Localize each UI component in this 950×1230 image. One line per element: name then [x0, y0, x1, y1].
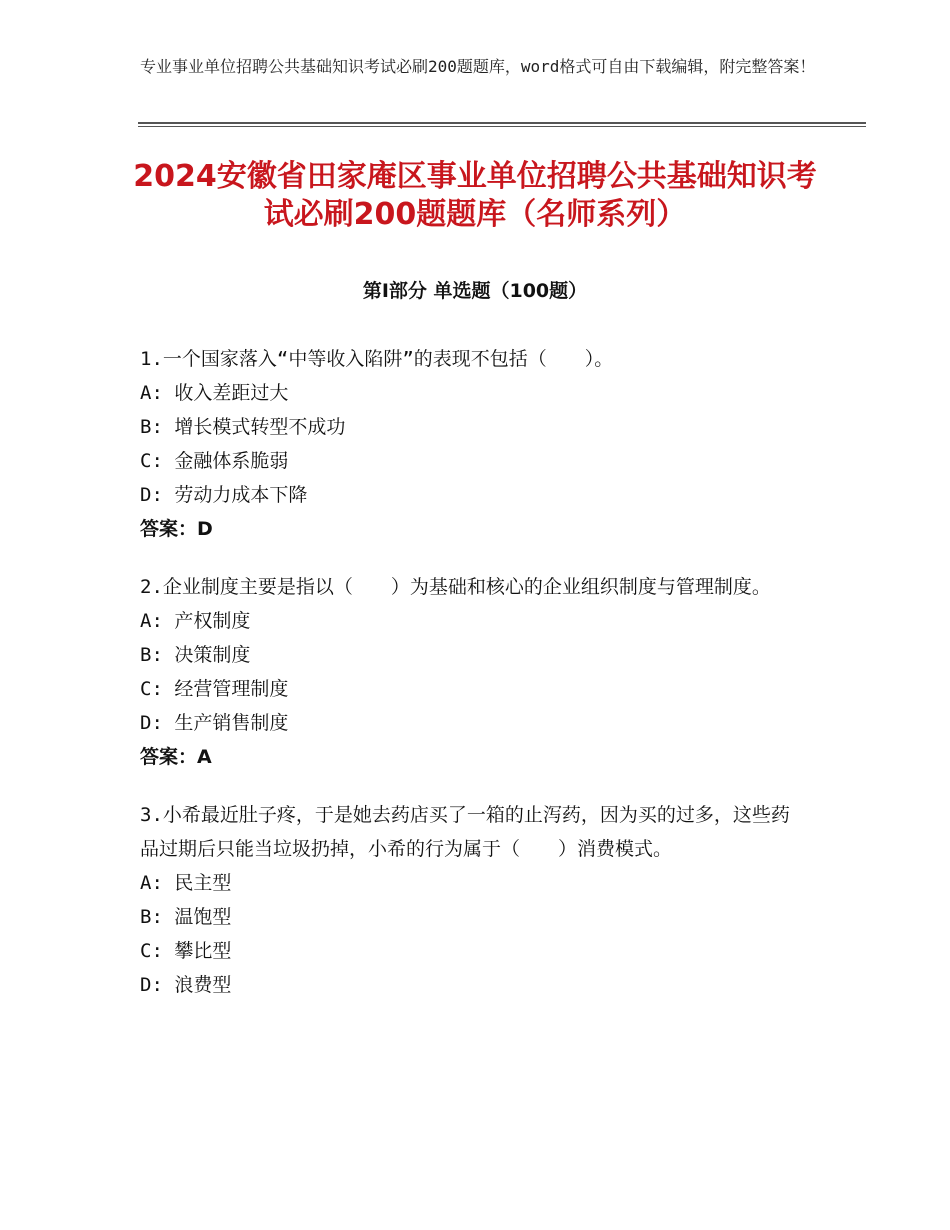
option-b: B: 温饱型 — [140, 906, 232, 928]
question-stem: 3.小希最近肚子疼，于是她去药店买了一箱的止泻药，因为买的过多，这些药品过期后只能当垃圾扔掉，小希的行为属于（ ）消费模式。 — [140, 804, 790, 860]
section-title: 第Ⅰ部分 单选题（100题） — [362, 280, 588, 302]
option-b: B: 增长模式转型不成功 — [140, 416, 346, 438]
question-stem: 1.一个国家落入“中等收入陷阱”的表现不包括（ ）。 — [140, 348, 614, 370]
question-3 — [140, 798, 800, 1002]
option-b: B: 决策制度 — [140, 644, 251, 666]
question-stem: 2.企业制度主要是指以（ ）为基础和核心的企业组织制度与管理制度。 — [140, 576, 771, 598]
question-list — [140, 342, 800, 1026]
header-note: 专业事业单位招聘公共基础知识考试必刷200题题库，word格式可自由下载编辑，附完整答案！ — [140, 57, 816, 76]
header-divider-thin — [138, 126, 866, 127]
answer: 答案：A — [140, 746, 212, 768]
option-d: D: 生产销售制度 — [140, 712, 289, 734]
option-c: C: 经营管理制度 — [140, 678, 289, 700]
option-d: D: 浪费型 — [140, 974, 232, 996]
answer: 答案：D — [140, 518, 213, 540]
option-a: A: 民主型 — [140, 872, 232, 894]
document-title: 2024安徽省田家庵区事业单位招聘公共基础知识考试必刷200题题库（名师系列） — [133, 159, 817, 232]
option-c: C: 金融体系脆弱 — [140, 450, 289, 472]
option-a: A: 产权制度 — [140, 610, 251, 632]
option-c: C: 攀比型 — [140, 940, 232, 962]
option-d: D: 劳动力成本下降 — [140, 484, 308, 506]
option-a: A: 收入差距过大 — [140, 382, 289, 404]
question-1 — [140, 342, 800, 546]
question-2 — [140, 570, 800, 774]
header-divider-thick — [138, 122, 866, 124]
